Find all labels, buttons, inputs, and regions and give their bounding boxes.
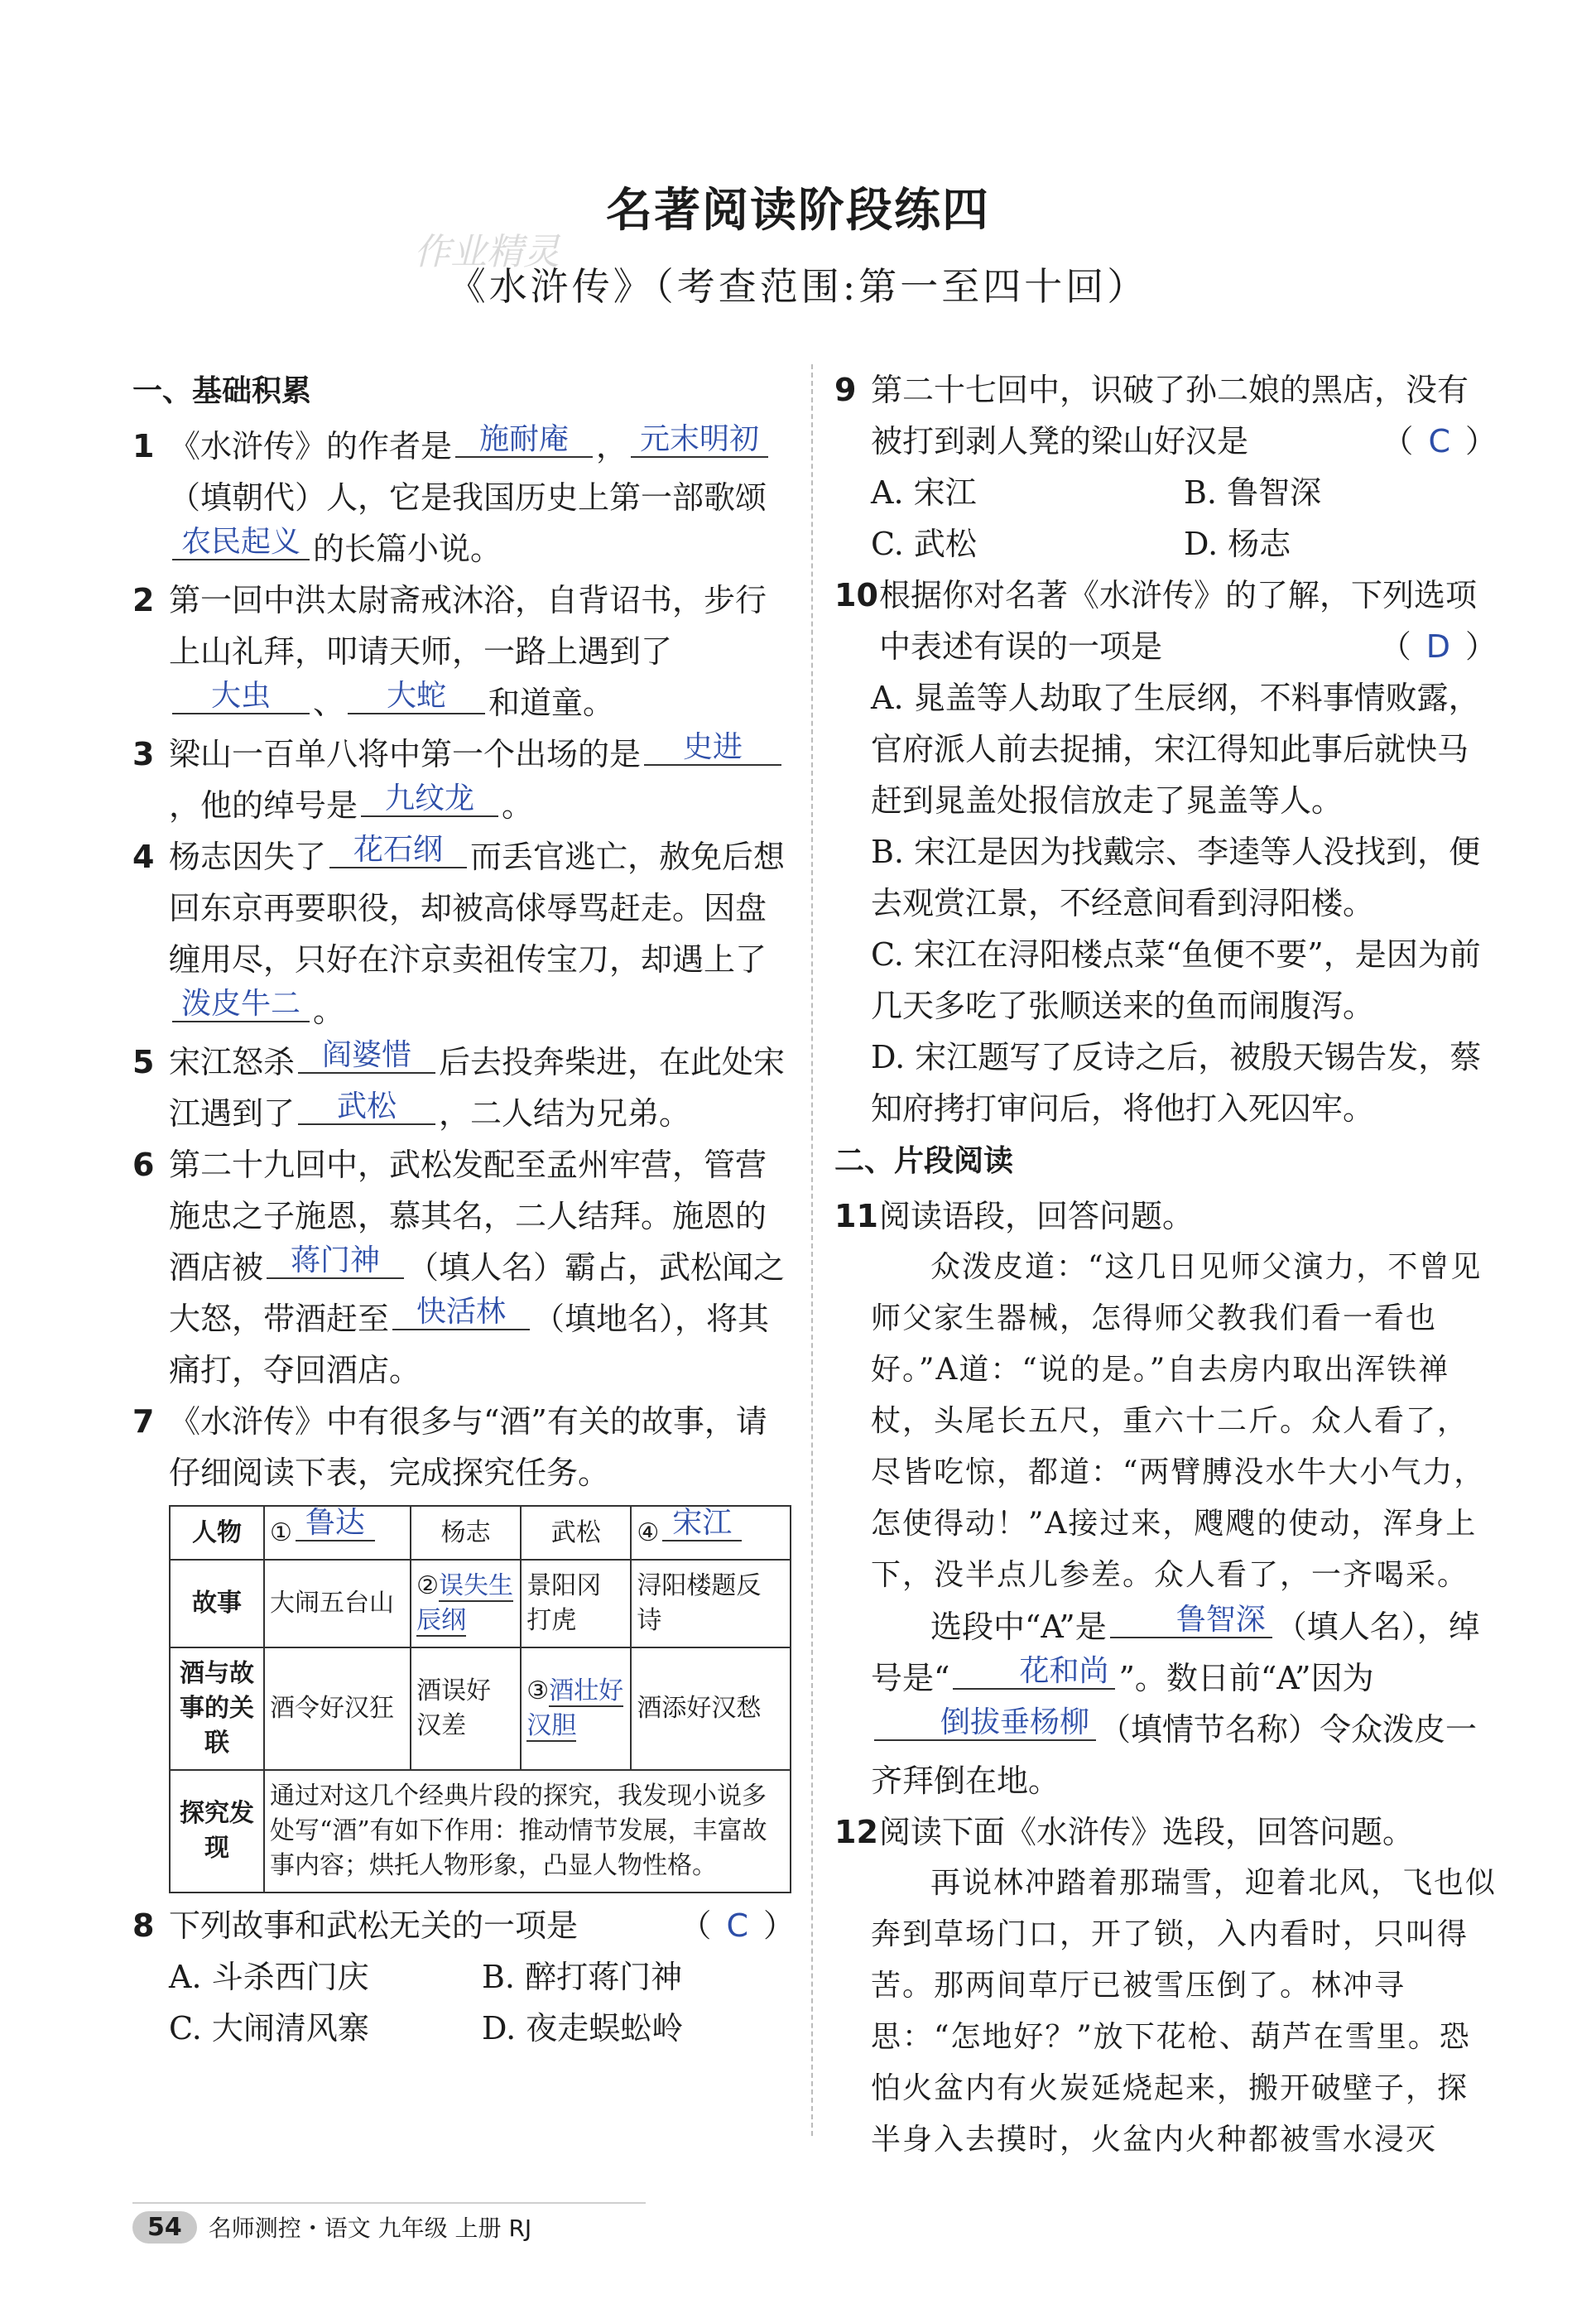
- answer-blank: 误失生辰纲: [416, 1571, 513, 1635]
- answer-paren: （ D ）: [1379, 628, 1497, 665]
- question-text: （填人名），绰号是“: [871, 1609, 1480, 1696]
- reading-passage: 众泼皮道：“这几日见师父演力，不曾见师父家生器械，怎得师父教我们看一看也好。”A道：“说的是。”自去房内取出浑铁禅杖，头尾长五尺，重六十二斤。众人看了，尽皆吃惊，都道：“两臂膊没水牛大小气力，怎使得动！”A接过来，飕飕的使动，浑身上下，没半点儿参差。众人看了，一齐喝采。: [871, 1250, 1486, 1592]
- question-8: [132, 1900, 795, 1951]
- table-cell: [521, 1647, 631, 1770]
- answer-blank: 宋江: [662, 1507, 742, 1541]
- question-text: 宋江怒杀: [169, 1044, 296, 1080]
- question-text: 第二十七回中，识破了孙二娘的黑店，没有被打到剥人凳的梁山好汉是: [871, 372, 1469, 459]
- reading-passage: 再说林冲踏着那瑞雪，迎着北风，飞也似奔到草场门口，开了锁，入内看时，只叫得苦。那两间草厅已被雪压倒了。林冲寻思：“怎地好？”放下花枪、葫芦在雪里。恐怕火盆内有火炭延烧起来，搬开破壁子，探半身入去摸时，火盆内火种都被雪水浸灭: [871, 1866, 1497, 2157]
- option: B. 鲁智深: [1184, 474, 1322, 511]
- question-9: [834, 364, 1497, 467]
- answer-choice: D: [1425, 628, 1450, 665]
- right-column: [834, 364, 1497, 2166]
- question-number: 10: [834, 577, 878, 613]
- question-number: 9: [834, 372, 857, 408]
- table-cell: 通过对这几个经典片段的探究，我发现小说多处写“酒”有如下作用：推动情节发展，丰富故事内容；烘托人物形象，凸显人物性格。: [264, 1770, 791, 1893]
- question-5: [132, 1036, 795, 1139]
- page-subtitle: 《水浒传》（考查范围:第一至四十回）: [447, 264, 1149, 309]
- answer-blank: 快活林: [392, 1296, 530, 1330]
- footer-text: 名师测控・语文 九年级 上册 RJ: [208, 2215, 532, 2242]
- question-11-blanks: [834, 1601, 1497, 1806]
- option: C. 大闹清风寨: [169, 2010, 369, 2046]
- section-heading-reading: 二、片段阅读: [834, 1144, 1014, 1178]
- question-text: 、: [313, 685, 345, 721]
- question-text: 。: [313, 993, 345, 1029]
- question-text: ，二人结为兄弟。: [439, 1095, 691, 1132]
- table-cell: 酒添好汉愁: [631, 1647, 791, 1770]
- answer-blank: 农民起义: [172, 526, 310, 560]
- answer-blank: 花石纲: [329, 834, 467, 868]
- table-cell: 景阳冈打虎: [521, 1560, 631, 1647]
- question-number: 5: [132, 1044, 155, 1080]
- answer-blank: 泼皮牛二: [172, 988, 310, 1022]
- table-cell: 浔阳楼题反诗: [631, 1560, 791, 1647]
- answer-blank: 施耐庵: [455, 423, 593, 458]
- answer-blank: 鲁达: [296, 1507, 375, 1541]
- answer-choice: C: [1428, 423, 1450, 459]
- table-row: [170, 1770, 791, 1893]
- question-6: [132, 1139, 795, 1396]
- question-text: 第一回中洪太尉斋戒沐浴，自背诏书，步行上山礼拜，叩请天师，一路上遇到了: [169, 582, 767, 670]
- question-number: 3: [132, 736, 155, 772]
- question-text: ，: [596, 428, 628, 464]
- blank-marker: ①: [270, 1518, 292, 1547]
- answer-blank: 蒋门神: [267, 1244, 404, 1279]
- table-header-cell: 酒与故事的关联: [170, 1647, 264, 1770]
- page-number: 54: [132, 2211, 197, 2244]
- column-divider: [811, 364, 813, 2136]
- answer-blank: 倒拔垂杨柳: [874, 1706, 1096, 1741]
- question-number: 12: [834, 1814, 878, 1850]
- question-text: 梁山一百单八将中第一个出场的是: [169, 736, 642, 772]
- option: D. 夜走蜈蚣岭: [482, 2010, 684, 2046]
- question-number: 7: [132, 1403, 155, 1440]
- left-column: [132, 364, 795, 2054]
- question-text: 的长篇小说。: [313, 531, 502, 567]
- answer-blank: 史进: [644, 731, 781, 766]
- table-cell: 武松: [521, 1506, 631, 1560]
- options-q9: [834, 467, 1497, 570]
- option: D. 宋江题写了反诗之后，被殷天锡告发，蔡知府拷打审问后，将他打入死囚牢。: [871, 1039, 1482, 1127]
- table-cell: [631, 1506, 791, 1560]
- option: A. 斗杀西门庆: [169, 1959, 369, 1995]
- question-3: [132, 729, 795, 831]
- table-cell: 酒误好汉差: [411, 1647, 521, 1770]
- table-row: [170, 1647, 791, 1770]
- table-row: [170, 1560, 791, 1647]
- answer-blank: 花和尚: [953, 1655, 1115, 1690]
- question-text: （填情节名称）令众泼皮一齐拜倒在地。: [871, 1711, 1478, 1799]
- question-number: 6: [132, 1147, 155, 1183]
- question-number: 1: [132, 428, 155, 464]
- question-text: 阅读下面《水浒传》选段，回答问题。: [879, 1814, 1415, 1850]
- question-text: 后去投奔柴进，在此处宋江遇到了: [169, 1044, 786, 1132]
- question-1: [132, 421, 795, 575]
- question-text: （填朝代）人，它是我国历史上第一部歌颂: [169, 479, 767, 516]
- option: D. 杨志: [1184, 526, 1291, 562]
- question-number: 4: [132, 839, 155, 875]
- question-12: [834, 1806, 1497, 1858]
- footer-rule: [132, 2202, 646, 2204]
- option: B. 宋江是因为找戴宗、李逵等人没找到，便去观赏江景，不经意间看到浔阳楼。: [871, 834, 1481, 921]
- blank-marker: ④: [637, 1518, 660, 1547]
- table-header-cell: 探究发现: [170, 1770, 264, 1893]
- option: A. 晁盖等人劫取了生辰纲，不料事情败露，官府派人前去捉捕，宋江得知此事后就快马赶到晁盖处报信放走了晁盖等人。: [871, 680, 1480, 819]
- table-cell: 杨志: [411, 1506, 521, 1560]
- question-text: ”。数日前“A”因为: [1118, 1660, 1374, 1696]
- question-number: 2: [132, 582, 155, 618]
- answer-paren: （ C ）: [680, 1907, 795, 1944]
- table-cell: 大闹五台山: [264, 1560, 411, 1647]
- question-text: 《水浒传》的作者是: [169, 428, 453, 464]
- question-7: [132, 1396, 795, 1498]
- question-text: 和道童。: [488, 685, 615, 721]
- question-4: [132, 831, 795, 1036]
- answer-blank: 酒壮好汉胆: [526, 1676, 624, 1740]
- question-text: 杨志因失了: [169, 839, 327, 875]
- question-text: 第二十九回中，武松发配至孟州牢营，管营施忠之子施恩，慕其名，二人结拜。施恩的酒店被: [169, 1147, 767, 1286]
- watermark: 作业精灵: [414, 231, 560, 273]
- answer-choice: C: [726, 1907, 748, 1944]
- option: C. 宋江在浔阳楼点菜“鱼便不要”，是因为前几天多吃了张顺送来的鱼而闹腹泻。: [871, 936, 1481, 1024]
- answer-blank: 元末明初: [631, 423, 768, 458]
- table-header-cell: 人物: [170, 1506, 264, 1560]
- question-text: 。: [502, 787, 534, 824]
- table-cell: 酒令好汉狂: [264, 1647, 411, 1770]
- table-row: [170, 1506, 791, 1560]
- page-title: 名著阅读阶段练四: [606, 184, 990, 238]
- answer-blank: 大虫: [172, 680, 310, 714]
- question-11: [834, 1190, 1497, 1242]
- options-q8: [132, 1951, 795, 2054]
- option: A. 宋江: [871, 474, 977, 511]
- answer-blank: 九纹龙: [361, 782, 498, 817]
- question-text: （填人名）霸占，武松闻之大怒，带酒赶至: [169, 1249, 786, 1337]
- answer-blank: 阎婆惜: [298, 1039, 435, 1074]
- question-text: 《水浒传》中有很多与“酒”有关的故事，请仔细阅读下表，完成探究任务。: [169, 1403, 767, 1491]
- wine-story-table: [169, 1505, 791, 1893]
- question-text: 下列故事和武松无关的一项是: [169, 1907, 579, 1944]
- answer-blank: 鲁智深: [1110, 1604, 1272, 1638]
- table-header-cell: 故事: [170, 1560, 264, 1647]
- question-number: 8: [132, 1907, 155, 1944]
- question-text: 选段中“A”是: [930, 1609, 1107, 1645]
- option: B. 醉打蒋门神: [482, 1959, 683, 1995]
- table-cell: [411, 1560, 521, 1647]
- question-text: 根据你对名著《水浒传》的了解，下列选项中表述有误的一项是: [879, 577, 1478, 665]
- question-2: [132, 575, 795, 729]
- blank-marker: ③: [526, 1676, 550, 1705]
- answer-paren: （ C ）: [1382, 423, 1497, 459]
- question-number: 11: [834, 1198, 878, 1234]
- question-text: ，他的绰号是: [169, 787, 358, 824]
- section-heading-basics: 一、基础积累: [132, 374, 312, 408]
- table-cell: [264, 1506, 411, 1560]
- blank-marker: ②: [416, 1571, 439, 1600]
- question-text: （填地名），将其痛打，夺回酒店。: [169, 1301, 770, 1388]
- answer-blank: 大蛇: [348, 680, 485, 714]
- question-text: 阅读语段，回答问题。: [879, 1198, 1195, 1234]
- answer-blank: 武松: [298, 1090, 435, 1125]
- page-footer: [132, 2210, 531, 2244]
- question-10: [834, 570, 1497, 672]
- option: C. 武松: [871, 526, 977, 562]
- question-text: 而丢官逃亡，赦免后想回东京再要职役，却被高俅辱骂赶走。因盘缠用尽，只好在汴京卖祖传宝刀，却遇上了: [169, 839, 786, 978]
